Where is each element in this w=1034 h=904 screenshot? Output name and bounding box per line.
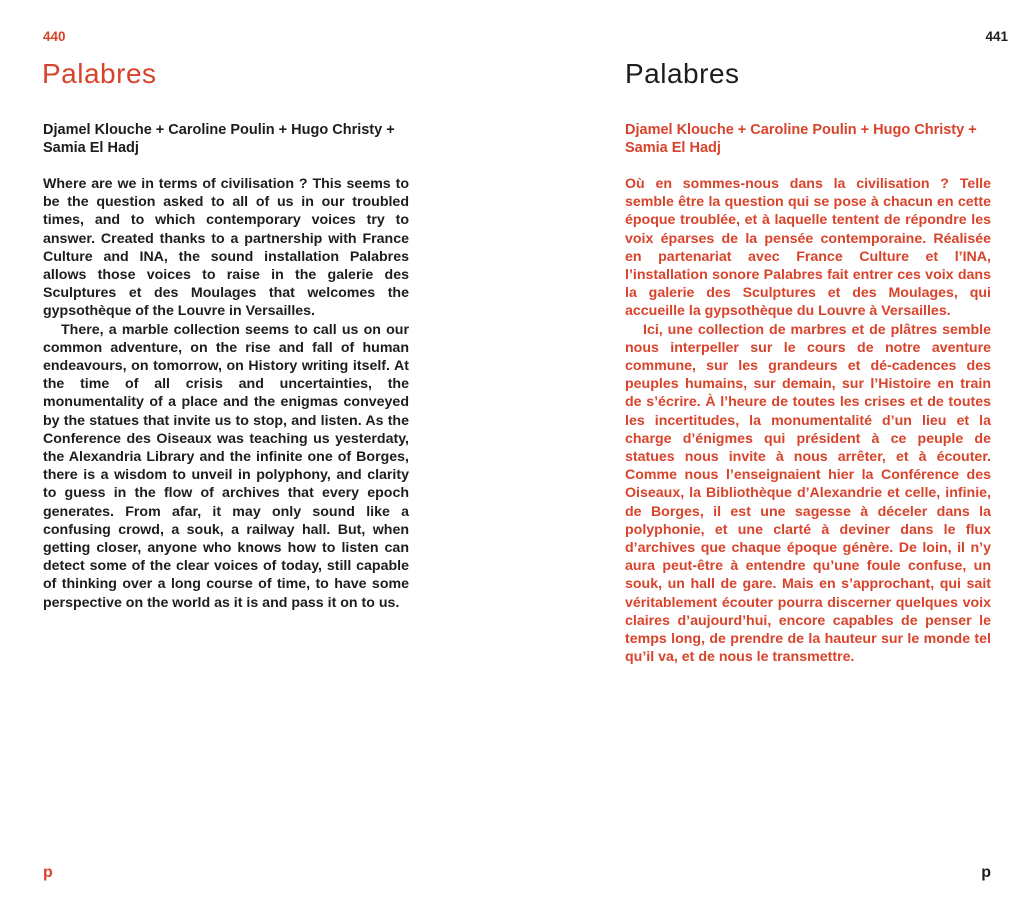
- right-page: [517, 0, 1034, 904]
- page-title: Palabres: [625, 58, 740, 89]
- body-text: [625, 175, 991, 666]
- paragraph: Ici, une collection de marbres et de plâtres semble nous interpeller sur le cours de notre aventure commune, sur les grandeurs et dé-cadences des peuples humains, sur demain, sur l’Histoire en train de s’écrire. À l’heure de toutes les crises et de toutes les incertitudes, la monumentalité d’un lieu et la charge d’énigmes qui président à ce peuple de statues nous invite à nous arrêter, et à écouter. Comme nous l’enseignaient hier la Conférence des Oiseaux, la Bibliothèque d’Alexandrie et celle, infinie, de Borges, il est une sagesse à déceler dans la polyphonie, et une clarté à deviner dans le flux d’archives que chaque époque génère. De loin, il n’y aura peut-être à entendre qu’une foule confuse, un souk, un hall de gare. Mais en s’approchant, qui sait véritablement écouter pourra discerner quelques voix claires d’aujourd’hui, encore capables de penser le temps long, de prendre de la hauteur sur le monde tel qu’il va, et de nous le transmettre.: [625, 321, 991, 666]
- page-number: 440: [43, 29, 66, 44]
- page-number: 441: [985, 29, 1008, 44]
- paragraph: Where are we in terms of civilisation ? This seems to be the question asked to all of us in our troubled times, and to which contemporary voices try to answer. Created thanks to a partnership with France Culture and INA, the sound installation Palabres allows those voices to raise in the galerie des Sculptures et des Moulages that welcomes the gypsothèque of the Louvre in Versailles.: [43, 176, 409, 320]
- body-text: [43, 175, 409, 612]
- footer-mark: p: [43, 864, 53, 881]
- paragraph: There, a marble collection seems to call us on our common adventure, on the rise and fall of human endeavours, on tomorrow, on History writing itself. At the time of all crisis and uncertainties, the monumentality of a place and the enigmas conveyed by the statues that invite us to stop, and listen. As the Conference des Oiseaux was teaching us yesterdaty, the Alexandria Library and the infinite one of Borges, there is a wisdom to unveil in polyphony, and clarity to guess in the flow of archives that every epoch generates. From afar, it may only sound like a confusing crowd, a souk, a railway hall. But, when getting closer, anyone who knows how to listen can detect some of the clear voices of today, still capable of thinking over a long course of time, to have some perspective on the world as it is and pass it on to us.: [43, 321, 409, 611]
- authors-line: Djamel Klouche + Caroline Poulin + Hugo Christy + Samia El Hadj: [625, 122, 977, 156]
- footer-mark: p: [981, 864, 991, 881]
- authors-line: Djamel Klouche + Caroline Poulin + Hugo Christy + Samia El Hadj: [43, 122, 395, 156]
- paragraph: Où en sommes-nous dans la civilisation ? Telle semble être la question qui se pose à chacun en cette époque troublée, et à laquelle tentent de répondre les voix éparses de la pensée contemporaine. Réalisée en partenariat avec France Culture et l’INA, l’installation sonore Palabres fait entrer ces voix dans la galerie des Sculptures et des Moulages, qui accueille la gypsothèque du Louvre à Versailles.: [625, 176, 991, 320]
- page-title: Palabres: [42, 58, 157, 89]
